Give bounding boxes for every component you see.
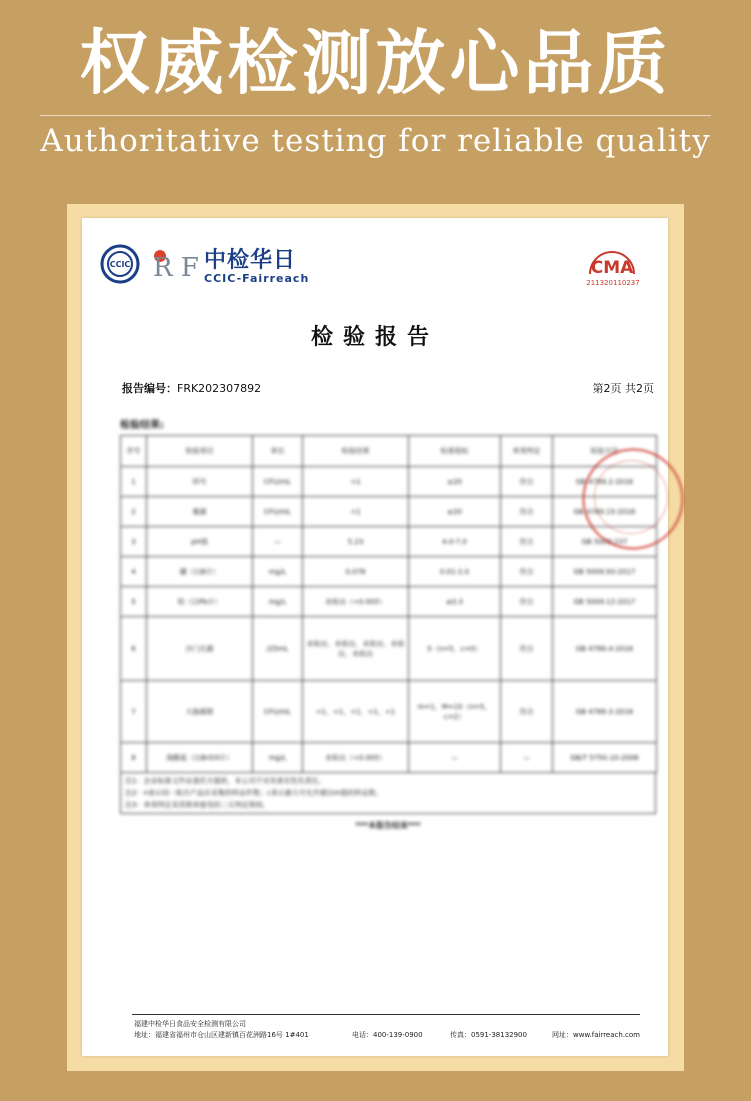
table-row [121, 557, 657, 587]
table-cell: 未检出（<0.005） [303, 587, 409, 617]
col-header: 检验项目 [147, 436, 253, 467]
table-cell: — [409, 743, 501, 773]
table-cell: 符合 [501, 467, 553, 497]
fairreach-logo-icon [150, 242, 199, 286]
table-cell: GB 5009.12-2017 [553, 587, 657, 617]
table-cell: /25mL [253, 617, 303, 681]
table-row [121, 617, 657, 681]
table-cell: 溴酸盐（以BrO3计） [147, 743, 253, 773]
cma-mark-text: CMA [590, 258, 634, 278]
table-cell: <1，<1，<1，<1，<1 [303, 681, 409, 743]
table-cell: ≤0.3 [409, 587, 501, 617]
cma-number: 211320110237 [586, 279, 640, 287]
note-line: 注3：单项判定采用简单接受的二元判定规则。 [125, 801, 270, 809]
table-cell: GB 4789.15-2016 [553, 497, 657, 527]
results-section [120, 416, 656, 831]
table-cell: — [253, 527, 303, 557]
table-cell: 符合 [501, 497, 553, 527]
col-header: 标准指标 [409, 436, 501, 467]
page-info: 第2页 共2页 [592, 382, 654, 395]
table-cell: 0.01-2.0 [409, 557, 501, 587]
table-cell: ≤20 [409, 467, 501, 497]
table-cell: 硼（以B计） [147, 557, 253, 587]
table-cell: 铅（以Pb计） [147, 587, 253, 617]
official-seal-inner-ring [594, 460, 668, 534]
table-cell: 未检出，未检出，未检出，未检出，未检出 [303, 617, 409, 681]
footer-fax: 传真：0591-38132900 [450, 1031, 527, 1039]
ccic-logo-icon [100, 244, 140, 284]
note-line: 注1：企业标准文件由委托方提供，本公司不对其真实性负责任。 [125, 777, 326, 785]
table-cell: 锌号 [147, 467, 253, 497]
results-notes [120, 773, 656, 814]
table-cell: 5 [121, 587, 147, 617]
table-cell: 2 [121, 497, 147, 527]
table-cell: <1 [303, 497, 409, 527]
table-cell: 5.23 [303, 527, 409, 557]
table-cell: 4.0-7.0 [409, 527, 501, 557]
table-cell: 未检出（<0.005） [303, 743, 409, 773]
table-cell: 符合 [501, 617, 553, 681]
col-header: 单位 [253, 436, 303, 467]
banner-headline: 权威检测放心品质 [79, 22, 672, 104]
report-title: 检验报告 [310, 325, 439, 350]
table-cell: 1 [121, 467, 147, 497]
cma-mark-icon [584, 246, 640, 280]
table-cell: ≤20 [409, 497, 501, 527]
table-cell: mg/L [253, 557, 303, 587]
table-row [121, 527, 657, 557]
table-cell: 符合 [501, 681, 553, 743]
table-cell: GB 5009.93-2017 [553, 557, 657, 587]
footer-address: 地址：福建省福州市仓山区建新镇百花洲路16号 1#401 [134, 1031, 309, 1039]
table-cell: 4 [121, 557, 147, 587]
report-number [122, 380, 261, 396]
footer-phone: 电话：400-139-0900 [352, 1031, 423, 1039]
table-cell: 0.078 [303, 557, 409, 587]
table-cell: — [501, 743, 553, 773]
table-cell: CFU/mL [253, 497, 303, 527]
table-row [121, 587, 657, 617]
ccic-logo-text: CCIC [109, 260, 131, 269]
brand-name-cn: 中检华日 [204, 248, 297, 273]
note-line: 注2：n表示同一批次产品应采集的样品件数；c表示最大可允许超出m值的样品数。 [125, 789, 383, 797]
table-cell: mg/L [253, 743, 303, 773]
table-cell: GB 4789.4-2016 [553, 617, 657, 681]
fairreach-logo-text: R F [153, 253, 199, 283]
end-of-report-mark: ***本报告结束*** [355, 821, 421, 830]
banner-divider [40, 115, 711, 116]
table-cell: CFU/mL [253, 681, 303, 743]
table-cell: CFU/mL [253, 467, 303, 497]
table-cell: 大肠菌群 [147, 681, 253, 743]
table-cell: 6 [121, 617, 147, 681]
table-cell: 符合 [501, 587, 553, 617]
table-row [121, 743, 657, 773]
footer-company: 福建中检华日食品安全检测有限公司 [134, 1020, 246, 1028]
table-cell: <1 [303, 467, 409, 497]
table-cell: GB/T 5750.10-2006 [553, 743, 657, 773]
table-cell: 3 [121, 527, 147, 557]
table-cell: GB 4789.2-2016 [553, 467, 657, 497]
results-header-row [121, 436, 657, 467]
table-row [121, 497, 657, 527]
results-table [120, 435, 657, 773]
table-cell: GB 4789.3-2016 [553, 681, 657, 743]
table-row [121, 681, 657, 743]
table-cell: GB 5009.237 [553, 527, 657, 557]
col-header: 检验结果 [303, 436, 409, 467]
col-header: 检验方法 [553, 436, 657, 467]
brand-name-en: CCIC-Fairreach [204, 272, 310, 285]
footer-website: 网址：www.fairreach.com [552, 1031, 640, 1039]
report-paper [82, 218, 668, 1056]
table-cell: m=1，M=10（n=5，c=2） [409, 681, 501, 743]
results-title: 检验结果: [120, 420, 164, 431]
table-cell: pH值 [147, 527, 253, 557]
table-cell: 0（n=5，c=0） [409, 617, 501, 681]
report-number-value: FRK202307892 [177, 382, 262, 395]
report-number-label: 报告编号： [122, 382, 177, 395]
table-cell: 霉菌 [147, 497, 253, 527]
table-row [121, 467, 657, 497]
table-cell: 符合 [501, 557, 553, 587]
table-cell: 沙门氏菌 [147, 617, 253, 681]
banner-subline: Authoritative testing for reliable quality [40, 123, 711, 159]
table-cell: 7 [121, 681, 147, 743]
footer-contact [134, 1030, 640, 1040]
table-cell: 符合 [501, 527, 553, 557]
footer-divider [132, 1014, 640, 1015]
col-header: 单项判定 [501, 436, 553, 467]
table-cell: 8 [121, 743, 147, 773]
col-header: 序号 [121, 436, 147, 467]
table-cell: mg/L [253, 587, 303, 617]
